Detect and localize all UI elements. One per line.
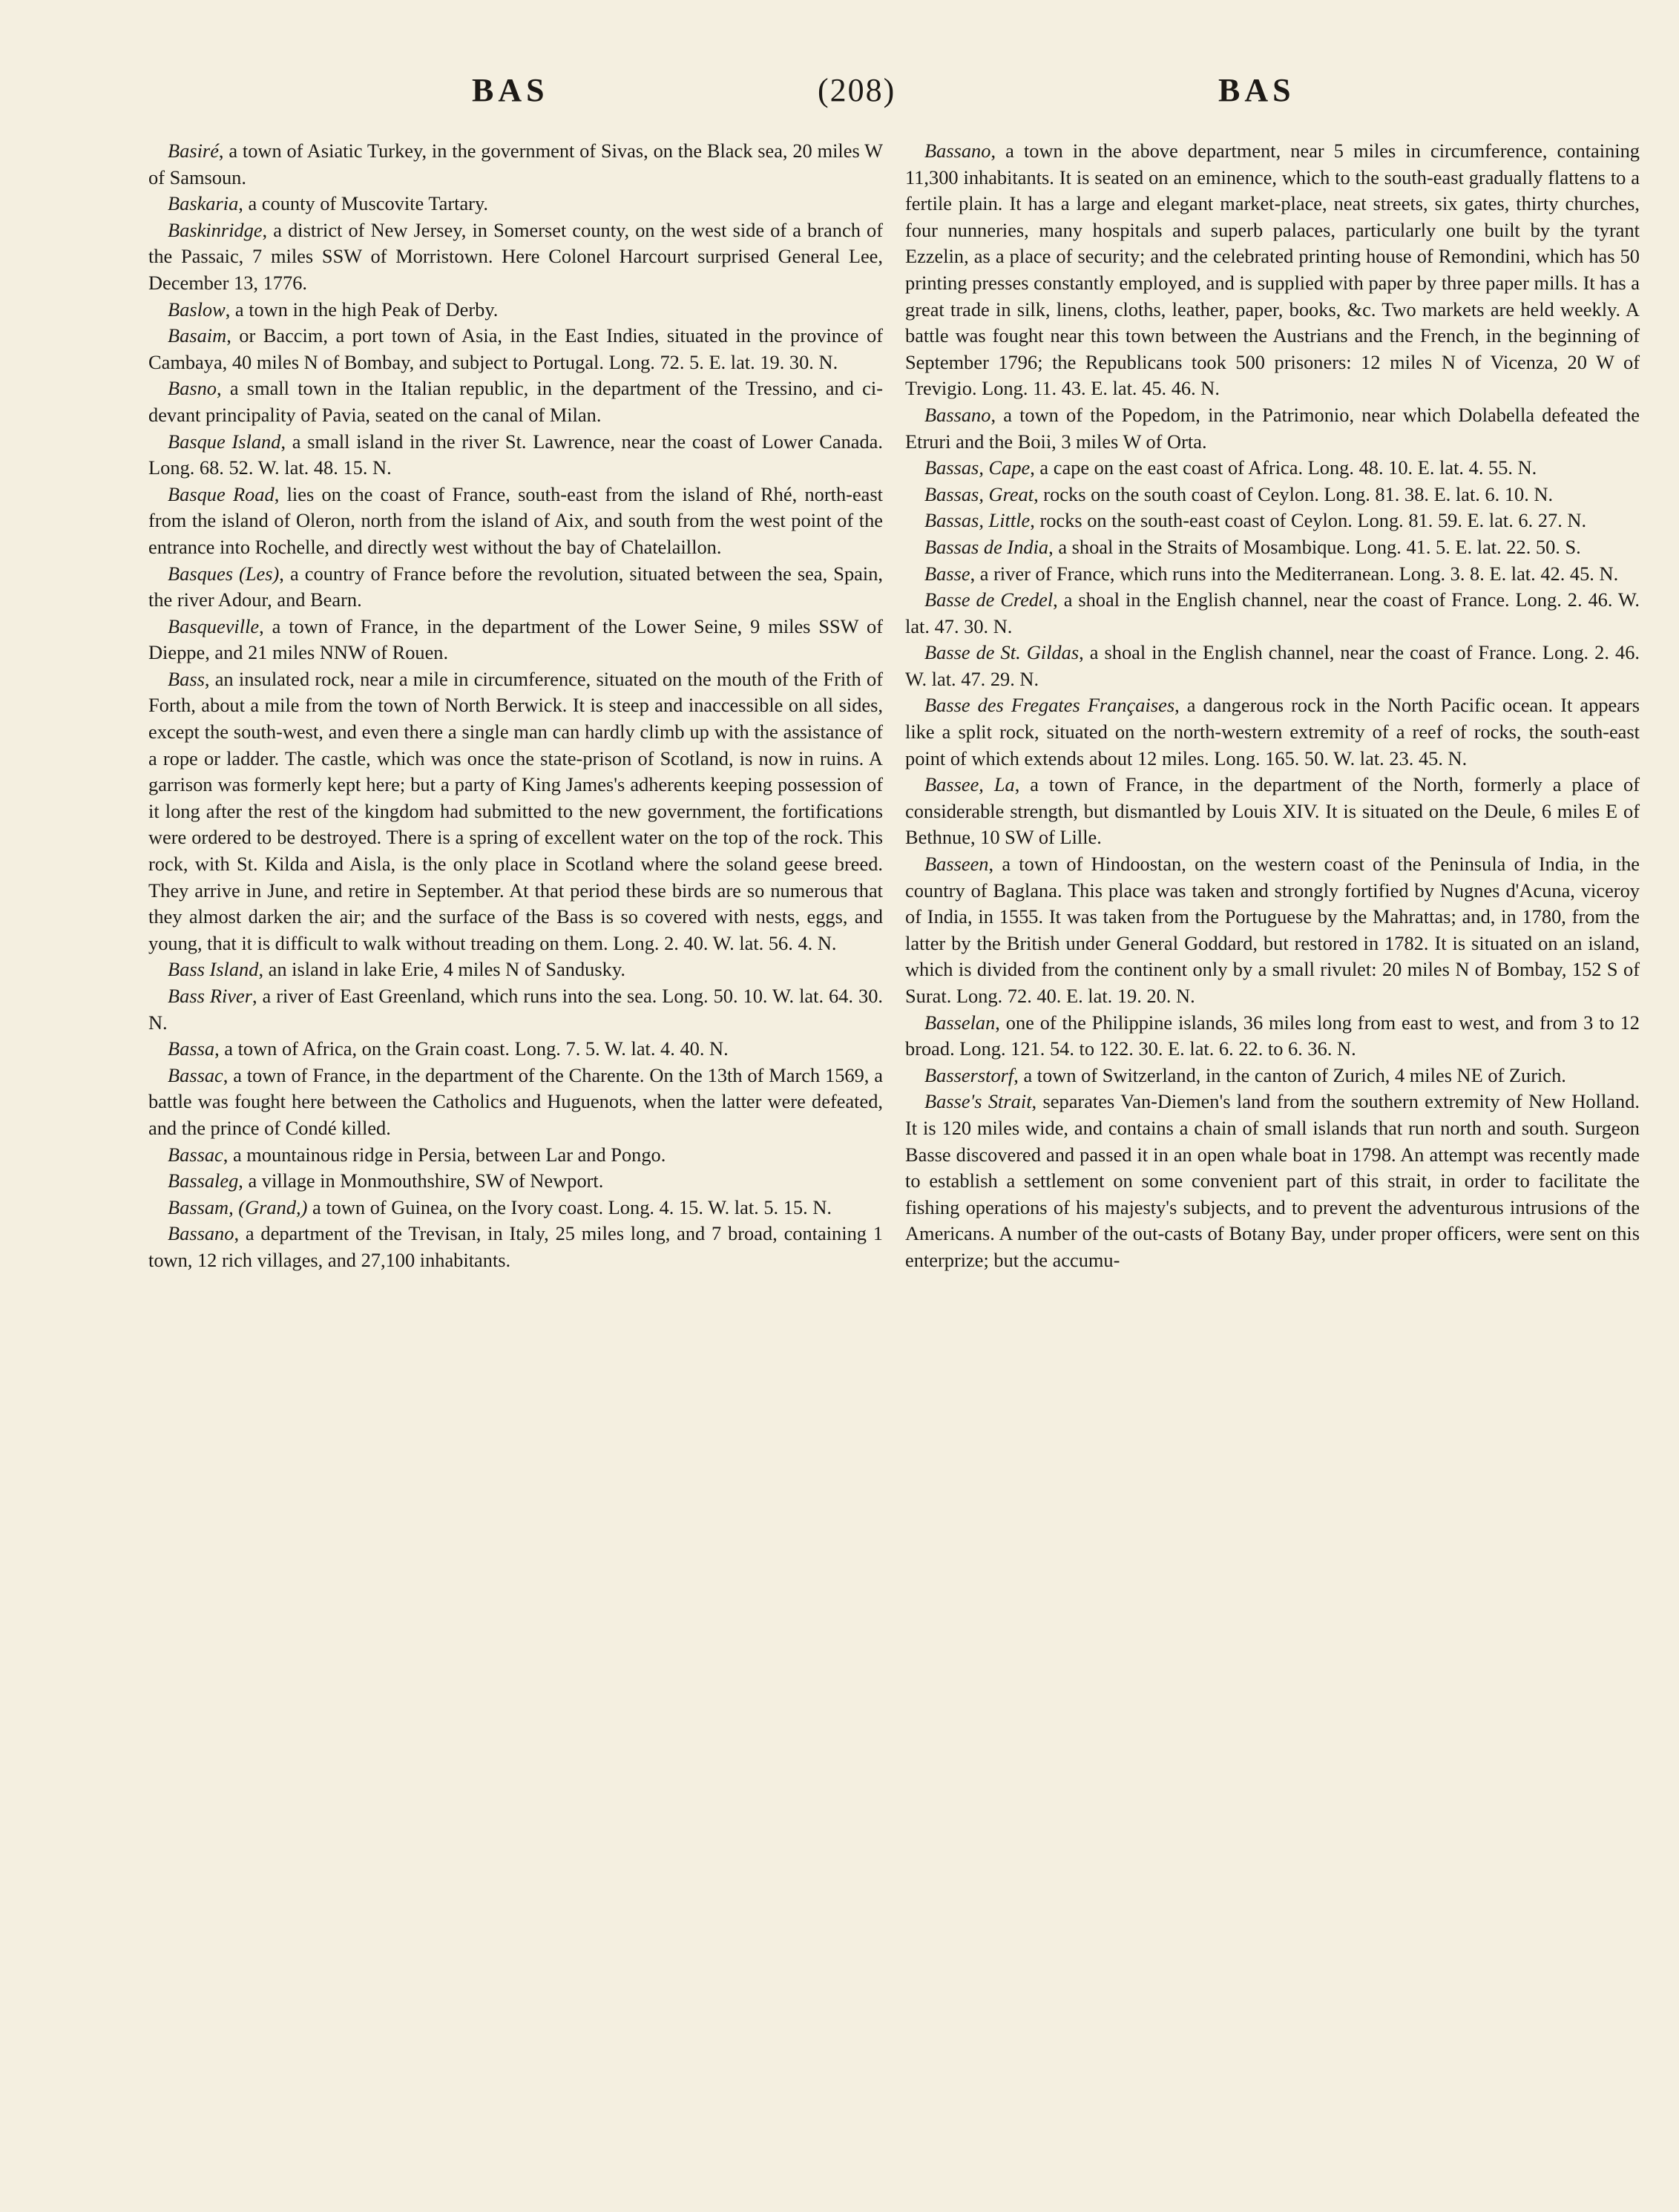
- gazetteer-entry: [905, 402, 1640, 455]
- gazetteer-entry: [148, 217, 883, 297]
- entry-headword: Baskaria: [168, 192, 239, 215]
- entry-headword: Bassee, La: [924, 773, 1015, 796]
- page-number: (208): [818, 72, 896, 108]
- gazetteer-entry: [148, 956, 883, 983]
- entry-headword: Basse de St. Gildas: [924, 641, 1080, 664]
- entry-text: , a town of Switzerland, in the canton of Zurich, 4 miles NE of Zurich.: [1013, 1063, 1566, 1086]
- entry-headword: Bassac: [168, 1143, 223, 1166]
- entry-text: , a town in the above department, near 5 miles in circumference, containing 11,300 inhabitants. It is seated on an eminence, which to the south-east gradually flattens to a fertile plain. It has a large and elegant market-place, neat streets, six gates, thirty churches, four nunneries, many hospitals and superb palaces, particularly one built by the tyrant Ezzelin, as a place of security; and the celebrated printing house of Remondini, which has 50 printing presses constantly employed, and is supplied with paper by three paper mills. It has a great trade in silk, linens, cloths, leather, paper, books, &c. Two markets are held weekly. A battle was fought near this town between the Austrians and the French, in the beginning of September 1796; the Republicans took 500 prisoners: 12 miles N of Vicenza, 20 W of Trevigio. Long. 11. 43. E. lat. 45. 46. N.: [905, 140, 1640, 400]
- gazetteer-entry: [148, 1195, 883, 1221]
- gazetteer-entry: [148, 482, 883, 561]
- gazetteer-entry: [148, 666, 883, 957]
- gazetteer-entry: [905, 508, 1640, 534]
- entry-headword: Basaim: [168, 324, 227, 347]
- gazetteer-entry: [148, 191, 883, 217]
- entry-headword: Basse des Fregates Françaises: [924, 694, 1175, 717]
- gazetteer-entry: [905, 692, 1640, 772]
- entry-text: , a shoal in the English channel, near the coast of France. Long. 2. 46. W. lat. 47. 30. N.: [905, 588, 1640, 637]
- gazetteer-entry: [148, 1221, 883, 1273]
- gazetteer-entry: [905, 772, 1640, 851]
- entry-text: , separates Van-Diemen's land from the southern extremity of New Holland. It is 120 miles wide, and contains a chain of small islands that run north and south. Surgeon Basse discovered and passed it in an open whale boat in 1798. An attempt was recently made to establish a settlement on some convenient part of this strait, in order to facilitate the fishing operations of his majesty's subjects, and to prevent the adventurous intrusions of the Americans. A number of the out-casts of Botany Bay, under proper officers, were sent on this enterprize; but the accumu-: [905, 1090, 1640, 1271]
- entry-text: , a town of Africa, on the Grain coast. Long. 7. 5. W. lat. 4. 40. N.: [214, 1037, 729, 1060]
- entry-headword: Basseen: [924, 853, 989, 876]
- entry-text: , an island in lake Erie, 4 miles N of Sandusky.: [258, 958, 625, 981]
- gazetteer-entry: [148, 614, 883, 666]
- gazetteer-entry: [905, 482, 1640, 508]
- entry-headword: Basno: [168, 377, 217, 400]
- entry-text: , lies on the coast of France, south-east from the island of Rhé, north-east from the island of Oleron, north from the island of Aix, and south from the west point of the entrance into Rochelle, and directly west without the bay of Chatelaillon.: [148, 482, 883, 558]
- entry-text: , a country of France before the revolution, situated between the sea, Spain, the river Adour, and Bearn.: [148, 562, 884, 611]
- entry-text: , a small island in the river St. Lawrence, near the coast of Lower Canada. Long. 68. 52. W. lat. 48. 15. N.: [148, 430, 883, 479]
- entry-headword: Bassa: [168, 1037, 215, 1060]
- gazetteer-entry: [905, 455, 1640, 482]
- entry-headword: Bassano: [168, 1222, 234, 1245]
- entry-headword: Basque Island: [168, 430, 281, 453]
- gazetteer-entry: [148, 1142, 883, 1169]
- entry-headword: Basques (Les): [168, 562, 280, 585]
- entry-text: , a town of France, in the department of the Charente. On the 13th of March 1569, a battle was fought here between the Catholics and Huguenots, when the latter were defeated, and the prince of Condé killed.: [148, 1063, 883, 1139]
- gazetteer-entry: [148, 561, 883, 614]
- entry-headword: Baskinridge: [168, 218, 263, 241]
- entry-text: , a mountainous ridge in Persia, between Lar and Pongo.: [223, 1143, 666, 1166]
- entry-text: , a town of France, in the department of the Lower Seine, 9 miles SSW of Dieppe, and 21 miles NNW of Rouen.: [148, 614, 883, 664]
- entry-headword: Basse's Strait: [924, 1090, 1032, 1113]
- gazetteer-entry: [148, 323, 883, 375]
- entry-text: , a county of Muscovite Tartary.: [238, 192, 489, 215]
- entry-text: , or Baccim, a port town of Asia, in the East Indies, situated in the province of Cambaya, 40 miles N of Bombay, and subject to Portugal. Long. 72. 5. E. lat. 19. 30. N.: [148, 324, 883, 373]
- entry-headword: Basque Road: [168, 482, 275, 505]
- entry-text: , a river of France, which runs into the Mediterranean. Long. 3. 8. E. lat. 42. 45. N.: [970, 562, 1619, 585]
- entry-text: , a town of Asiatic Turkey, in the government of Sivas, on the Black sea, 20 miles W of Samsoun.: [148, 140, 883, 188]
- entry-text: , a small town in the Italian republic, in the department of the Tressino, and ci-devant principality of Pavia, seated on the canal of Milan.: [148, 377, 883, 426]
- gazetteer-entry: [148, 1168, 883, 1195]
- right-column: [905, 138, 1640, 1274]
- entry-text: , a dangerous rock in the North Pacific ocean. It appears like a split rock, situated on the north-western extremity of a reef of rocks, the south-east point of which extends about 12 miles. Long. 165. 50. W. lat. 23. 45. N.: [905, 694, 1640, 769]
- entry-headword: Bassaleg: [168, 1169, 239, 1192]
- gazetteer-entry: [148, 297, 883, 324]
- entry-headword: Bass River: [168, 985, 252, 1007]
- entry-headword: Bassas, Little: [924, 509, 1031, 532]
- entry-headword: Basse: [924, 562, 970, 585]
- gazetteer-entry: [905, 640, 1640, 692]
- gazetteer-entry: [905, 587, 1640, 640]
- entry-text: , a shoal in the Straits of Mosambique. Long. 41. 5. E. lat. 22. 50. S.: [1048, 535, 1581, 558]
- entry-text: , one of the Philippine islands, 36 miles long from east to west, and from 3 to 12 broad. Long. 121. 54. to 122. 30. E. lat. 6. 22. to 6. 36. N.: [905, 1011, 1640, 1060]
- entry-text: , a village in Monmouthshire, SW of Newport.: [238, 1169, 604, 1192]
- gazetteer-entry: [905, 534, 1640, 561]
- gazetteer-entry: [148, 375, 883, 428]
- gazetteer-entry: [905, 138, 1640, 402]
- entry-text: , an insulated rock, near a mile in circumference, situated on the mouth of the Frith of Forth, about a mile from the town of North Berwick. It is steep and inaccessible on all sides, except the south-west, and even there a single man can hardly climb up with the assistance of a rope or ladder. The castle, which was once the state-prison of Scotland, is now in ruins. A garrison was formerly kept here; but a party of King James's adherents keeping possession of it long after the rest of the kingdom had submitted to the new government, the fortifications were ordered to be destroyed. There is a spring of excellent water on the top of the rock. This rock, with St. Kilda and Aisla, is the only place in Scotland where the soland geese breed. They arrive in June, and retire in September. At that period these birds are so numerous that they almost darken the air; and the surface of the Bass is so covered with nests, eggs, and young, that it is difficult to walk without treading on them. Long. 2. 40. W. lat. 56. 4. N.: [148, 667, 883, 954]
- entry-headword: Bassas, Cape: [924, 456, 1031, 479]
- entry-text: , rocks on the south coast of Ceylon. Long. 81. 38. E. lat. 6. 10. N.: [1034, 482, 1554, 505]
- entry-text: , a town of Hindoostan, on the western coast of the Peninsula of India, in the country of Baglana. This place was taken and strongly fortified by Nugnes d'Acuna, viceroy of India, in 1555. It was taken from the Portuguese by the Mahrattas; and, in 1780, from the latter by the British under General Goddard, but restored in 1782. It is situated on an island, which is divided from the continent only by a small rivulet: 20 miles N of Bombay, 152 S of Surat. Long. 72. 40. E. lat. 19. 20. N.: [905, 853, 1640, 1007]
- gazetteer-entry: [905, 1089, 1640, 1273]
- entry-headword: Bassano: [924, 403, 991, 426]
- gazetteer-entry: [905, 1010, 1640, 1063]
- running-head-left: BAS: [472, 72, 549, 108]
- entry-headword: Basselan: [924, 1011, 996, 1034]
- gazetteer-entry: [905, 561, 1640, 588]
- entry-headword: Bassano: [924, 140, 991, 162]
- entry-headword: Baslow: [168, 298, 226, 321]
- entry-text: a town of Guinea, on the Ivory coast. Long. 4. 15. W. lat. 5. 15. N.: [307, 1195, 832, 1218]
- entry-text: , a town in the high Peak of Derby.: [225, 298, 499, 321]
- gazetteer-entry: [148, 1063, 883, 1142]
- left-column: [148, 138, 883, 1274]
- gazetteer-entry: [148, 1036, 883, 1063]
- entry-headword: Basse de Credel: [924, 588, 1054, 611]
- gazetteer-entry: [148, 983, 883, 1036]
- entry-headword: Basserstorf: [924, 1063, 1014, 1086]
- entry-text: , a town of France, in the department of the North, formerly a place of considerable strength, but dismantled by Louis XIV. It is situated on the Deule, 6 miles E of Bethnue, 10 SW of Lille.: [905, 773, 1640, 849]
- entry-headword: Bassas, Great: [924, 482, 1034, 505]
- entry-headword: Basiré: [168, 140, 219, 162]
- entry-headword: Bassac: [168, 1063, 223, 1086]
- entry-text: , a river of East Greenland, which runs into the sea. Long. 50. 10. W. lat. 64. 30. N.: [148, 985, 883, 1034]
- entry-text: , a cape on the east coast of Africa. Long. 48. 10. E. lat. 4. 55. N.: [1030, 456, 1537, 479]
- entry-headword: Bass: [168, 667, 205, 690]
- entry-headword: Bassas de India: [924, 535, 1049, 558]
- running-head-right: BAS: [1218, 72, 1295, 108]
- entry-headword: Bassam, (Grand,): [168, 1195, 308, 1218]
- gazetteer-entry: [905, 851, 1640, 1010]
- gazetteer-entry: [148, 138, 883, 191]
- entry-text: , a department of the Trevisan, in Italy, 25 miles long, and 7 broad, containing 1 town, 12 rich villages, and 27,100 inhabitants.: [148, 1222, 883, 1271]
- entry-headword: Basqueville: [168, 614, 260, 637]
- entry-text: , rocks on the south-east coast of Ceylon. Long. 81. 59. E. lat. 6. 27. N.: [1030, 509, 1587, 532]
- gazetteer-entry: [148, 429, 883, 482]
- entry-text: , a town of the Popedom, in the Patrimonio, near which Dolabella defeated the Etruri and the Boii, 3 miles W of Orta.: [905, 403, 1640, 453]
- entry-headword: Bass Island: [168, 958, 259, 981]
- gazetteer-entry: [905, 1063, 1640, 1089]
- entry-text: , a district of New Jersey, in Somerset county, on the west side of a branch of the Passaic, 7 miles SSW of Morristown. Here Colonel Harcourt surprised General Lee, December 13, 1776.: [148, 218, 883, 294]
- entry-text: , a shoal in the English channel, near the coast of France. Long. 2. 46. W. lat. 47. 29. N.: [905, 641, 1640, 690]
